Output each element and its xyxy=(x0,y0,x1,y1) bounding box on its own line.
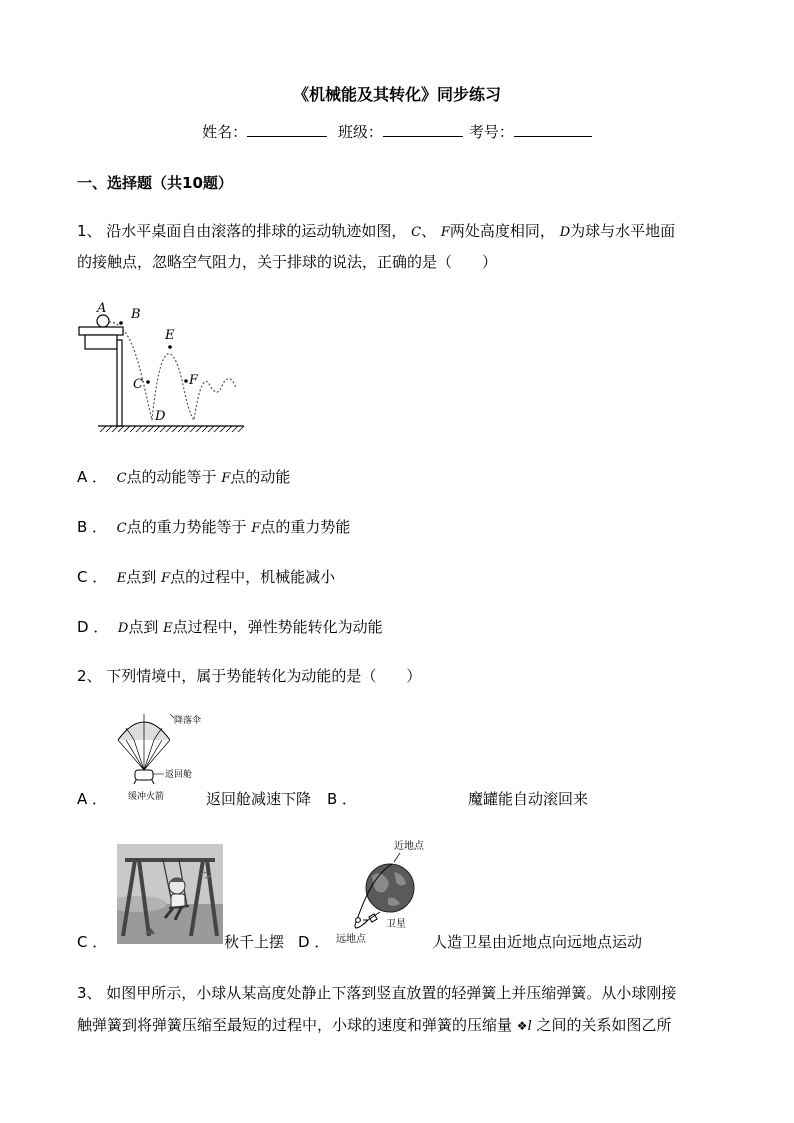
question-2-option-b-text[interactable]: 魔罐能自动滚回来 xyxy=(468,790,589,808)
swing-figure xyxy=(117,844,223,944)
label-d: D xyxy=(155,409,166,424)
question-1-line-2: 的接触点，忽略空气阻力，关于排球的说法，正确的是（ ） xyxy=(77,253,498,271)
question-1-option-a[interactable] xyxy=(77,466,290,487)
exam-number-blank xyxy=(514,122,592,137)
label-f: F xyxy=(189,373,199,388)
option-text: 点到 xyxy=(126,568,157,586)
option-text: 点到 xyxy=(128,618,159,636)
ground-hatching xyxy=(98,426,244,432)
option-key: A ． xyxy=(77,468,108,486)
label-b: B xyxy=(131,307,141,322)
label-a: A xyxy=(97,301,107,316)
var-c: C xyxy=(411,225,422,240)
question-3-text: 触弹簧到将弹簧压缩至最短的过程中，小球的速度和弹簧的压缩量 xyxy=(77,1016,513,1034)
label-e: E xyxy=(165,328,175,343)
table-structure xyxy=(79,327,123,426)
option-text: 点的过程中，机械能减小 xyxy=(170,568,336,586)
option-key: B ． xyxy=(77,518,108,536)
question-3-line-1: 3、 如图甲所示，小球从某高度处静止下落到竖直放置的轻弹簧上并压缩弹簧。从小球刚接 xyxy=(77,984,677,1002)
question-1-text: 两处高度相同， xyxy=(449,222,555,240)
point-f xyxy=(184,379,188,383)
perigee-label: 近地点 xyxy=(394,841,424,852)
question-1-text: 为球与水平地面 xyxy=(570,222,676,240)
section-heading: 一、选择题（共10题） xyxy=(77,174,233,192)
question-1-option-d[interactable] xyxy=(77,616,383,637)
option-var: D xyxy=(117,621,129,636)
student-info-line xyxy=(0,121,794,142)
option-text: 点的重力势能等于 xyxy=(126,518,247,536)
question-2-option-b-key[interactable]: B ． xyxy=(327,790,358,808)
capsule-label: 返回舱 xyxy=(165,770,193,780)
question-2-option-a-text[interactable]: 返回舱减速下降 xyxy=(206,790,312,808)
option-var: F xyxy=(221,471,231,486)
option-var: C xyxy=(116,521,127,536)
question-2-option-c-key[interactable]: C ． xyxy=(77,933,108,951)
question-2-option-c-text[interactable]: 秋千上摆 xyxy=(224,933,285,951)
name-blank xyxy=(247,122,327,137)
question-1-option-b[interactable] xyxy=(77,516,350,537)
option-key: D ． xyxy=(77,618,109,636)
option-text: 点的重力势能 xyxy=(260,518,351,536)
satellite-label: 卫星 xyxy=(386,919,406,930)
missing-glyph-symbol: ❖ xyxy=(516,1019,528,1033)
point-b xyxy=(119,321,123,325)
parachute-capsule-figure xyxy=(112,708,212,804)
class-blank xyxy=(383,122,463,137)
apogee-label: 远地点 xyxy=(336,934,366,945)
option-var: E xyxy=(116,571,127,586)
question-1-option-c[interactable] xyxy=(77,566,335,587)
question-1-sep: 、 xyxy=(421,222,437,240)
question-1-line-1 xyxy=(77,216,675,248)
var-d: D xyxy=(559,225,571,240)
name-label: 姓名： xyxy=(202,123,248,141)
parachute-label: 降落伞 xyxy=(174,716,202,726)
point-e xyxy=(168,345,172,349)
var-l: l xyxy=(527,1019,532,1034)
option-text: 点的动能 xyxy=(230,468,291,486)
option-var: F xyxy=(161,571,171,586)
option-var: C xyxy=(116,471,127,486)
question-3-line-2 xyxy=(77,1010,672,1042)
question-2-option-d-key[interactable]: D ． xyxy=(298,933,330,951)
option-text: 点过程中，弹性势能转化为动能 xyxy=(172,618,383,636)
question-2-option-a-key[interactable]: A ． xyxy=(77,790,108,808)
var-f: F xyxy=(440,225,450,240)
ball xyxy=(97,315,109,327)
question-3-text: 之间的关系如图乙所 xyxy=(536,1016,672,1034)
page-title: 《机械能及其转化》同步练习 xyxy=(292,85,501,104)
rocket-label: 缓冲火箭 xyxy=(128,792,165,802)
question-2-stem: 2、 下列情境中，属于势能转化为动能的是（ ） xyxy=(77,667,422,685)
question-1-text: 1、 沿水平桌面自由滚落的排球的运动轨迹如图， xyxy=(77,222,407,240)
option-var: E xyxy=(163,621,173,636)
ball-trajectory-figure xyxy=(76,300,248,436)
option-var: F xyxy=(251,521,261,536)
point-c xyxy=(146,380,150,384)
option-key: C ． xyxy=(77,568,108,586)
satellite-orbit-figure xyxy=(334,836,434,948)
exam-number-label: 考号： xyxy=(468,123,514,141)
question-2-option-d-text[interactable]: 人造卫星由近地点向远地点运动 xyxy=(432,933,643,951)
class-label: 班级： xyxy=(337,123,383,141)
label-c: C xyxy=(133,377,143,392)
option-text: 点的动能等于 xyxy=(126,468,217,486)
